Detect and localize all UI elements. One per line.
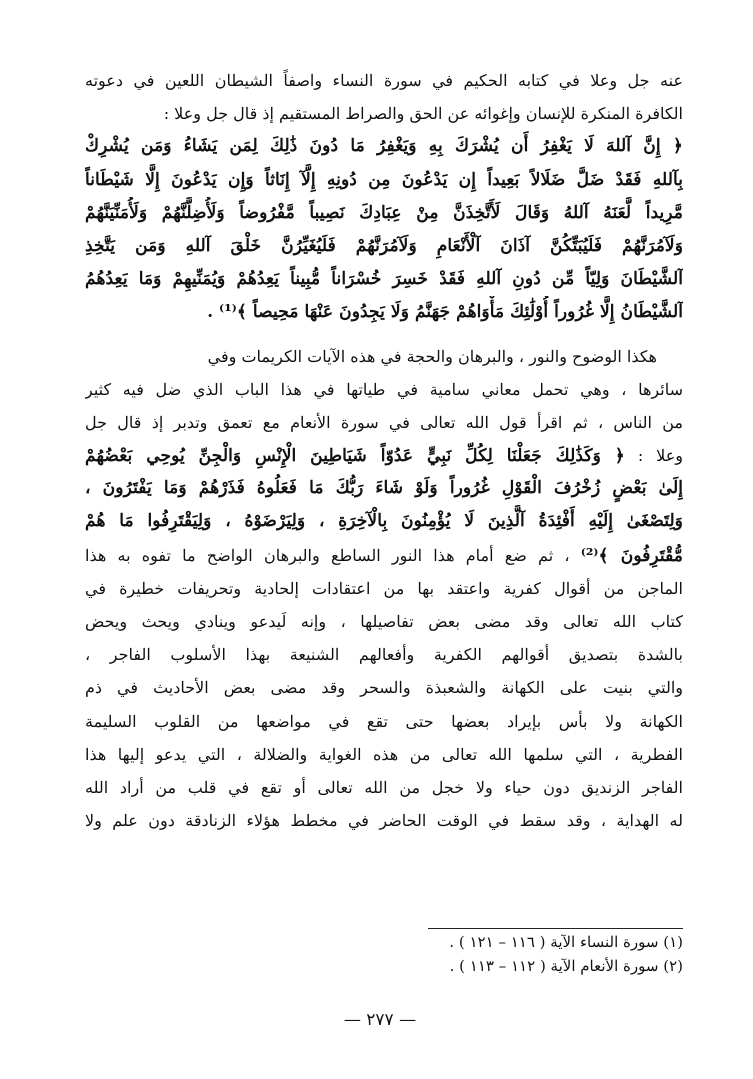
page-number: — ٢٧٧ — (343, 1010, 417, 1030)
text-line: سائرها ، وهي تحمل معاني سامية في طياتها في هذا الباب الذي ضل فيه كثير (85, 379, 683, 399)
text-line: الماجن من أقوال كفرية واعتقد بها من اعتقادات إلحادية وتحريفات خطيرة في (85, 578, 683, 598)
footnotes (300, 930, 683, 978)
quran-verse-line: بِآللهِ فَقَدْ ضَلَّ ضَلَالاً بَعِيداً إِن يَدْعُونَ مِن دُونِهِ إِلَّآ إِنَاثاً وَإِن يَدْعُونَ إِلَّا شَيْطَاناً (85, 169, 683, 190)
paragraph-gap (85, 330, 683, 340)
text-line (85, 439, 683, 472)
text-line: والتي بنيت على الكهانة والشعبذة والسحر وقد مضى بعض الأحاديث في ذم (85, 678, 683, 698)
footnote: (٢) سورة الأنعام الآية ( ١١٢ – ١١٣ ) . (449, 957, 683, 975)
quran-verse-line: مَّرِيداً لَّعَنَهُ آللهُ وَقَالَ لَأَتَّخِذَنَّ مِنْ عِبَادِكَ نَصِيباً مَّفْرُوضاً وَلَأُضِلَّنَّهُمْ وَلَأُمَنِّيَنَّهُمْ (85, 202, 683, 223)
text-line: من الناس ، ثم اقرأ قول الله تعالى في سورة الأنعام مع تعمق وتدبر إذ قال جل (85, 412, 683, 432)
text-line: الكهانة ولا بأس بإيراد بعضها حتى تقع في مواضعها من القلوب السليمة (85, 711, 683, 731)
footnote: (١) سورة النساء الآية ( ١١٦ – ١٢١ ) . (449, 933, 683, 951)
text-line: الفطرية ، التي سلمها الله تعالى من هذه الغواية والضلالة ، التي يدعو إليها هذا (85, 744, 683, 764)
quran-verse-line: مُّقْتَرِفُونَ ﴾⁽²⁾ (580, 545, 683, 566)
quran-verse-line: وَلِتَصْغَىٰ إِلَيْهِ أَفْئِدَةُ آلَّذِينَ لَا يُؤْمِنُونَ بِالْآخِرَةِ ، وَلِيَرْضَوْهُ ، وَلِيَقْتَرِفُوا مَا هُمْ (85, 511, 683, 532)
quran-verse-line: آلشَّيْطَانَ وَلِيّاً مِّن دُونِ آللهِ فَقَدْ خَسِرَ خُسْرَاناً مُّبِيناً يَعِدُهُمْ وَيُمَنِّيهِمْ وَمَا يَعِدُهُمُ (85, 269, 683, 290)
text-line: كتاب الله تعالى وقد مضى بعض تفاصيلها ، وإنه لَيدعو وينادي ويحث ويحض (85, 612, 683, 631)
text-line: الفاجر الزنديق دون حياء ولا خجل من الله تعالى أو تقع في قلب من أراد الله (85, 777, 683, 797)
quran-verse-line: إِلَىٰ بَعْضٍ زُخْرُفَ الْقَوْلِ غُرُوراً وَلَوْ شَاءَ رَبُّكَ مَا فَعَلُوهُ فَذَرْهُمْ وَمَا يَفْتَرُونَ ، (85, 478, 683, 499)
text-line: هكذا الوضوح والنور ، والبرهان والحجة في هذه الآيات الكريمات وفي (207, 346, 657, 366)
text-line: بالشدة بتصديق أقوالهم الكفرية وأفعالهم الشنيعة بهذا الأسلوب الفاجر ، (85, 645, 683, 665)
footnote-divider (428, 928, 683, 929)
quran-verse-line: ﴿ إِنَّ آللهَ لَا يَغْفِرُ أَن يُشْرَكَ بِهِ وَيَغْفِرُ مَا دُونَ ذَٰلِكَ لِمَن يَشَاءُ وَمَن يُشْرِكْ (85, 136, 683, 157)
verse-lead: وعلا : (637, 446, 683, 466)
text-line (85, 539, 683, 572)
quran-verse-line: آلشَّيْطَانُ إِلَّا غُرُوراً أُوْلَٰئِكَ مَأْوَاهُمْ جَهَنَّمُ وَلَا يَجِدُونَ عَنْهَا مَحِيصاً ﴾⁽¹⁾ . (207, 302, 683, 323)
text-line: له الهداية ، وقد سقط في الوقت الحاضر في مخطط هؤلاء الزنادقة دون علم ولا (85, 811, 683, 831)
quran-verse-line: ﴿ وَكَذَٰلِكَ جَعَلْنَا لِكُلِّ نَبِيٍّ عَدُوّاً شَيَاطِينَ الْإِنْسِ وَالْجِنِّ يُوحِي بَعْضُهُمْ (85, 446, 625, 467)
text-line: الكافرة المنكرة للإنسان وإغوائه عن الحق والصراط المستقيم إذ قال جل وعلا : (163, 104, 683, 124)
body-text (85, 64, 683, 837)
quran-verse-line: وَلَآمُرَنَّهُمْ فَلَيُبَتِّكُنَّ آذَانَ آلْأَنْعَامِ وَلَآمُرَنَّهُمْ فَلَيُغَيِّرُنَّ خَلْقَ آللهِ وَمَن يَتَّخِذِ (85, 235, 683, 256)
text-segment: ، ثم ضع أمام هذا النور الساطع والبرهان الواضح ما تفوه به هذا (85, 545, 570, 565)
text-line: عنه جل وعلا في كتابه الحكيم في سورة النساء واصفاً الشيطان اللعين في دعوته (85, 71, 683, 90)
